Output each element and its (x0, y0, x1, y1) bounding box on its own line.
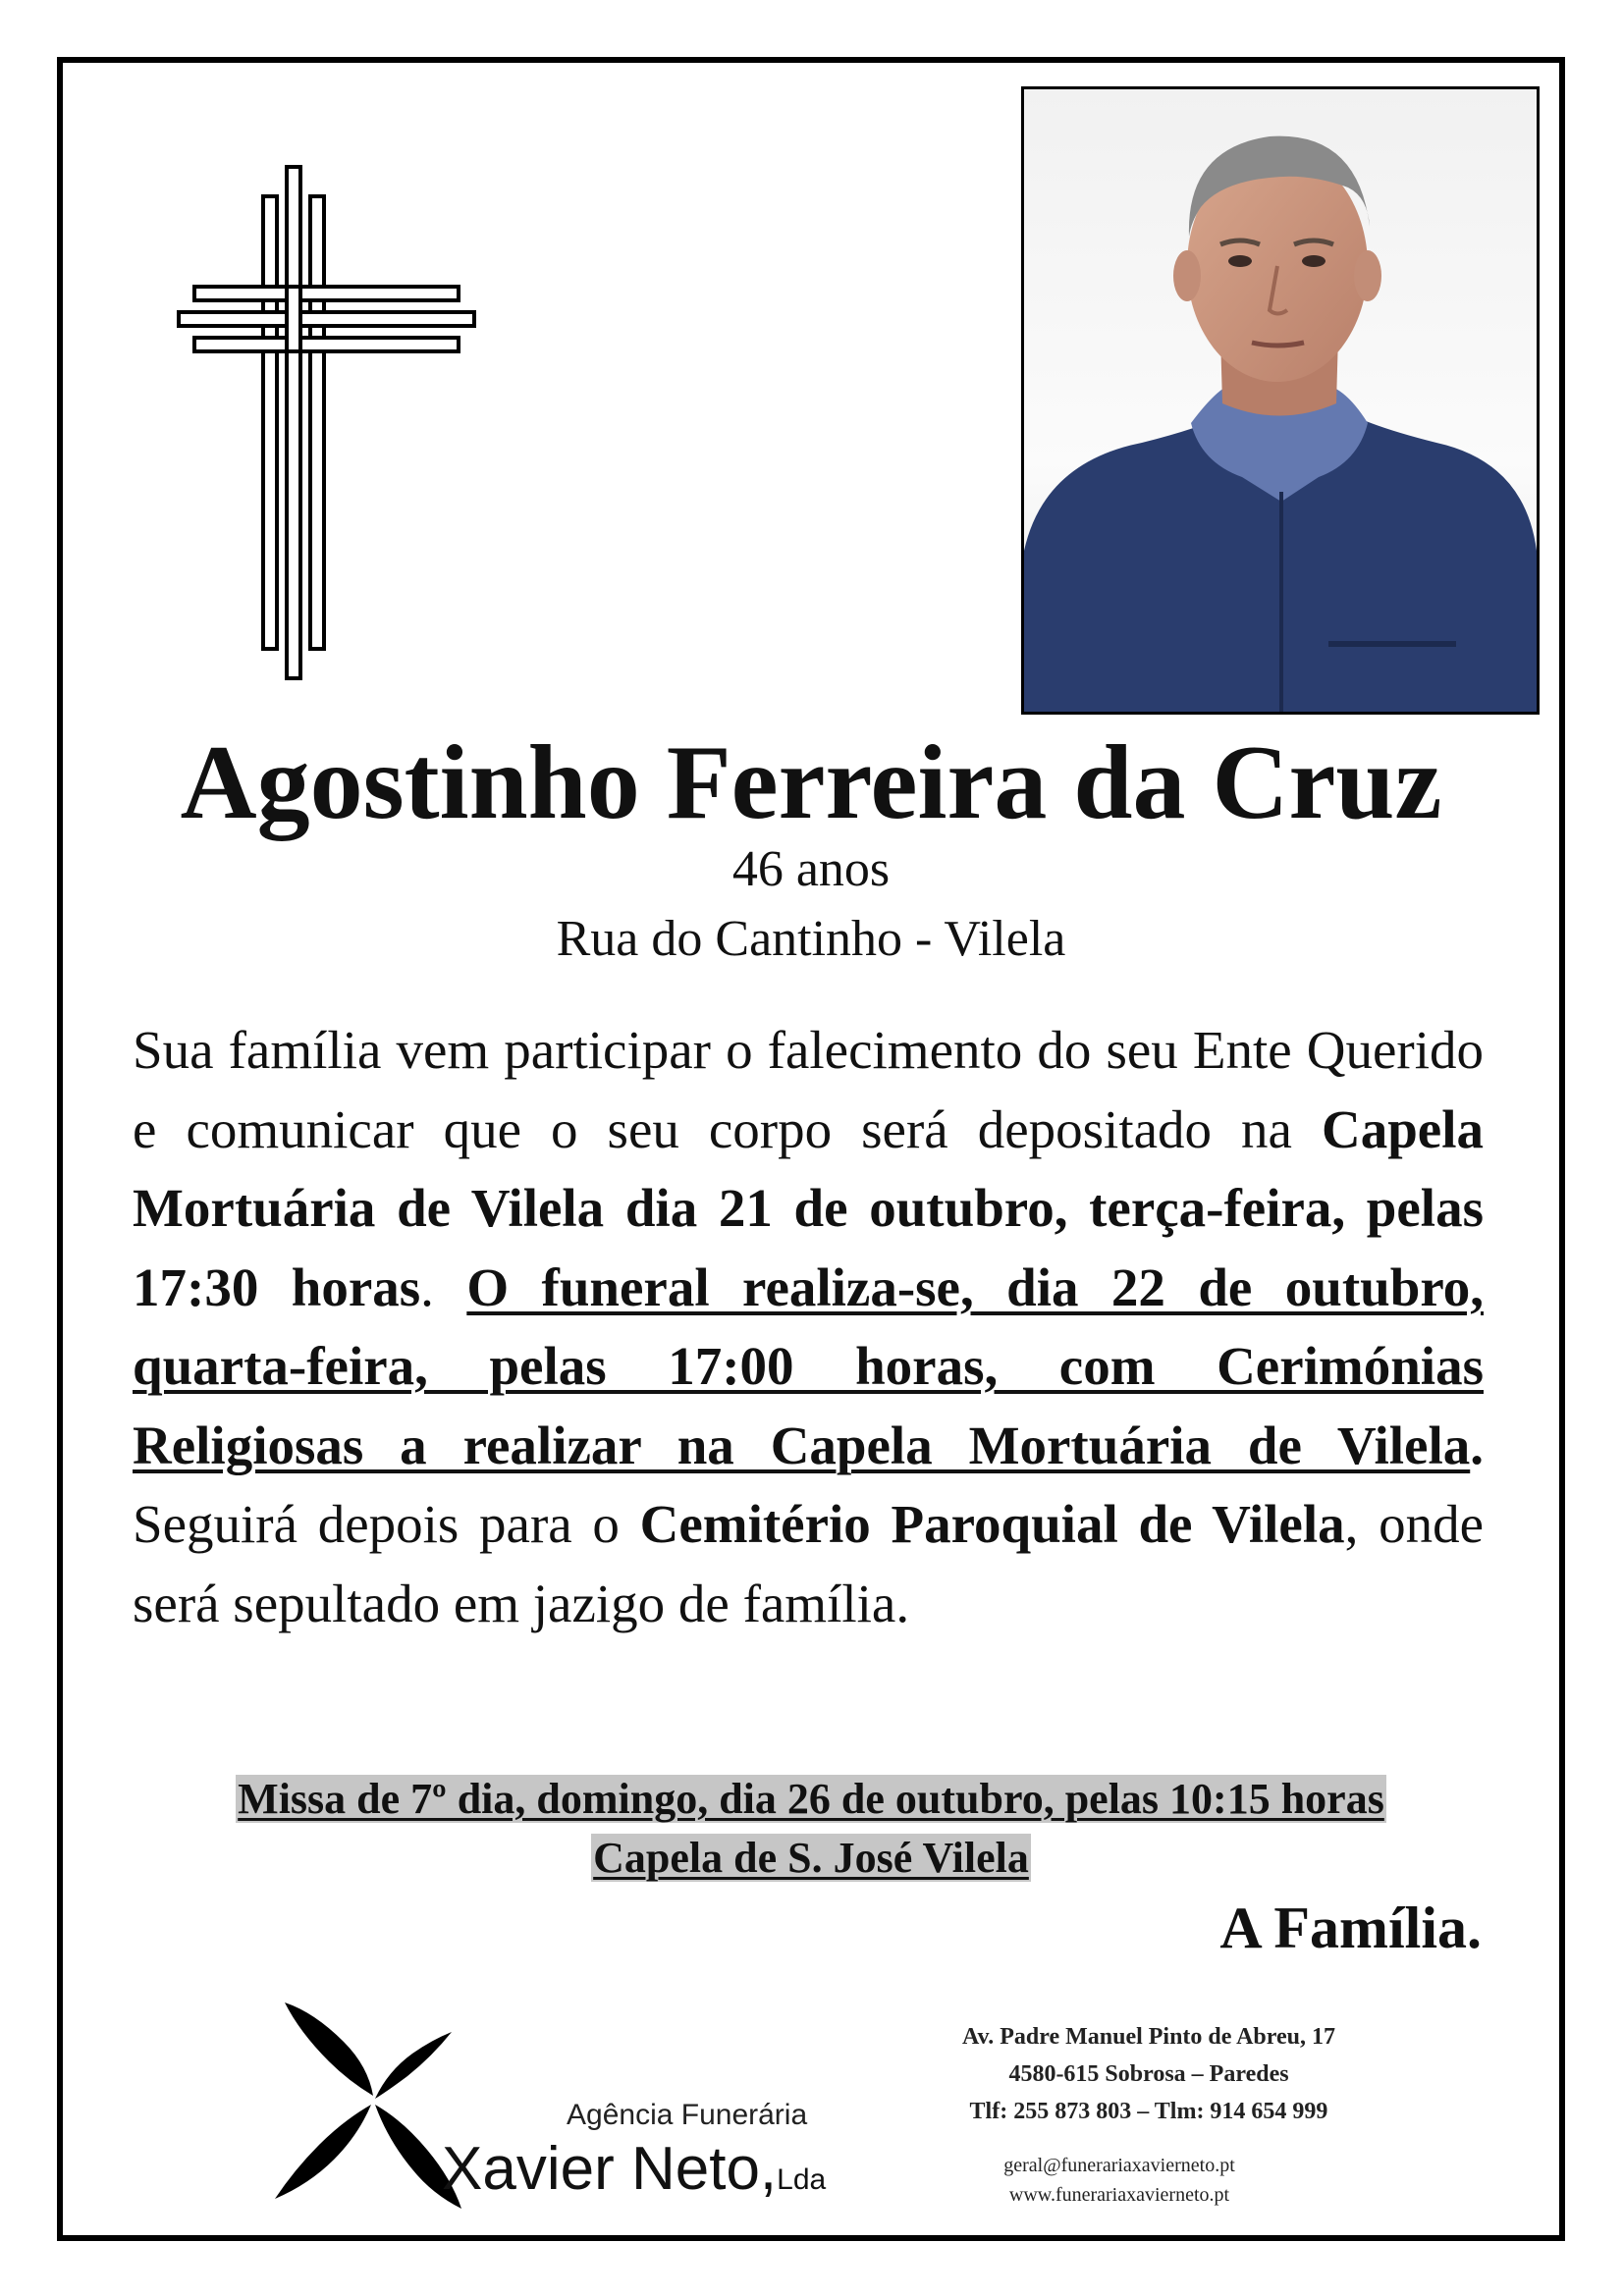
chapel-date-text: Capela Mortuária de Vilela dia 21 de outubro, terça-feira, pelas 17:30 horas (133, 1098, 1484, 1317)
agency-email: geral@funerariaxavierneto.pt (1003, 2155, 1235, 2176)
agency-suffix: Lda (777, 2163, 827, 2196)
mass-line-2-text: Capela de S. José Vilela (593, 1834, 1029, 1882)
agency-address-line-1: Av. Padre Manuel Pinto de Abreu, 17 (961, 2024, 1335, 2050)
body-text-1: Sua família vem participar o falecimento do seu Ente Querido e comunicar que o seu corpo será depositado na (133, 1020, 1484, 1159)
mass-line-1-text: Missa de 7º dia, domingo, dia 26 de outubro, pelas 10:15 horas (238, 1775, 1384, 1823)
family-signature: A Família. (1219, 1896, 1482, 1960)
cross-icon (177, 165, 476, 680)
portrait-photo (1021, 86, 1540, 715)
mass-line-1 (59, 1773, 1563, 1826)
agency-name (442, 2132, 826, 2217)
agency-address-line-2: 4580-615 Sobrosa – Paredes (1008, 2061, 1289, 2087)
agency-name-text: Xavier Neto, (442, 2135, 778, 2203)
deceased-age: 46 anos (731, 841, 891, 897)
portrait-illustration (1024, 89, 1537, 712)
funeral-details-text: O funeral realiza-se, dia 22 de outubro, quarta-feira, pelas 17:00 horas, com Cerimónias Religiosas a realizar na Capela Mortuária de Vilela (133, 1256, 1484, 1475)
body-text-6: Seguirá depois para o (133, 1494, 640, 1554)
body-text-8: , onde será sepultado em jazigo de família. (133, 1494, 1485, 1633)
body-text-5: . (1470, 1415, 1484, 1475)
announcement-paragraph (133, 1011, 1484, 1643)
agency-website: www.funerariaxavierneto.pt (1008, 2184, 1230, 2206)
deceased-name: Agostinho Ferreira da Cruz (180, 724, 1442, 841)
agency-phones: Tlf: 255 873 803 – Tlm: 914 654 999 (969, 2099, 1328, 2124)
body-text-3: . (420, 1256, 467, 1317)
deceased-address: Rua do Cantinho - Vilela (556, 911, 1066, 967)
mass-line-2 (59, 1832, 1563, 1885)
cemetery-text: Cemitério Paroquial de Vilela (639, 1494, 1345, 1554)
agency-label: Agência Funerária (567, 2099, 808, 2131)
